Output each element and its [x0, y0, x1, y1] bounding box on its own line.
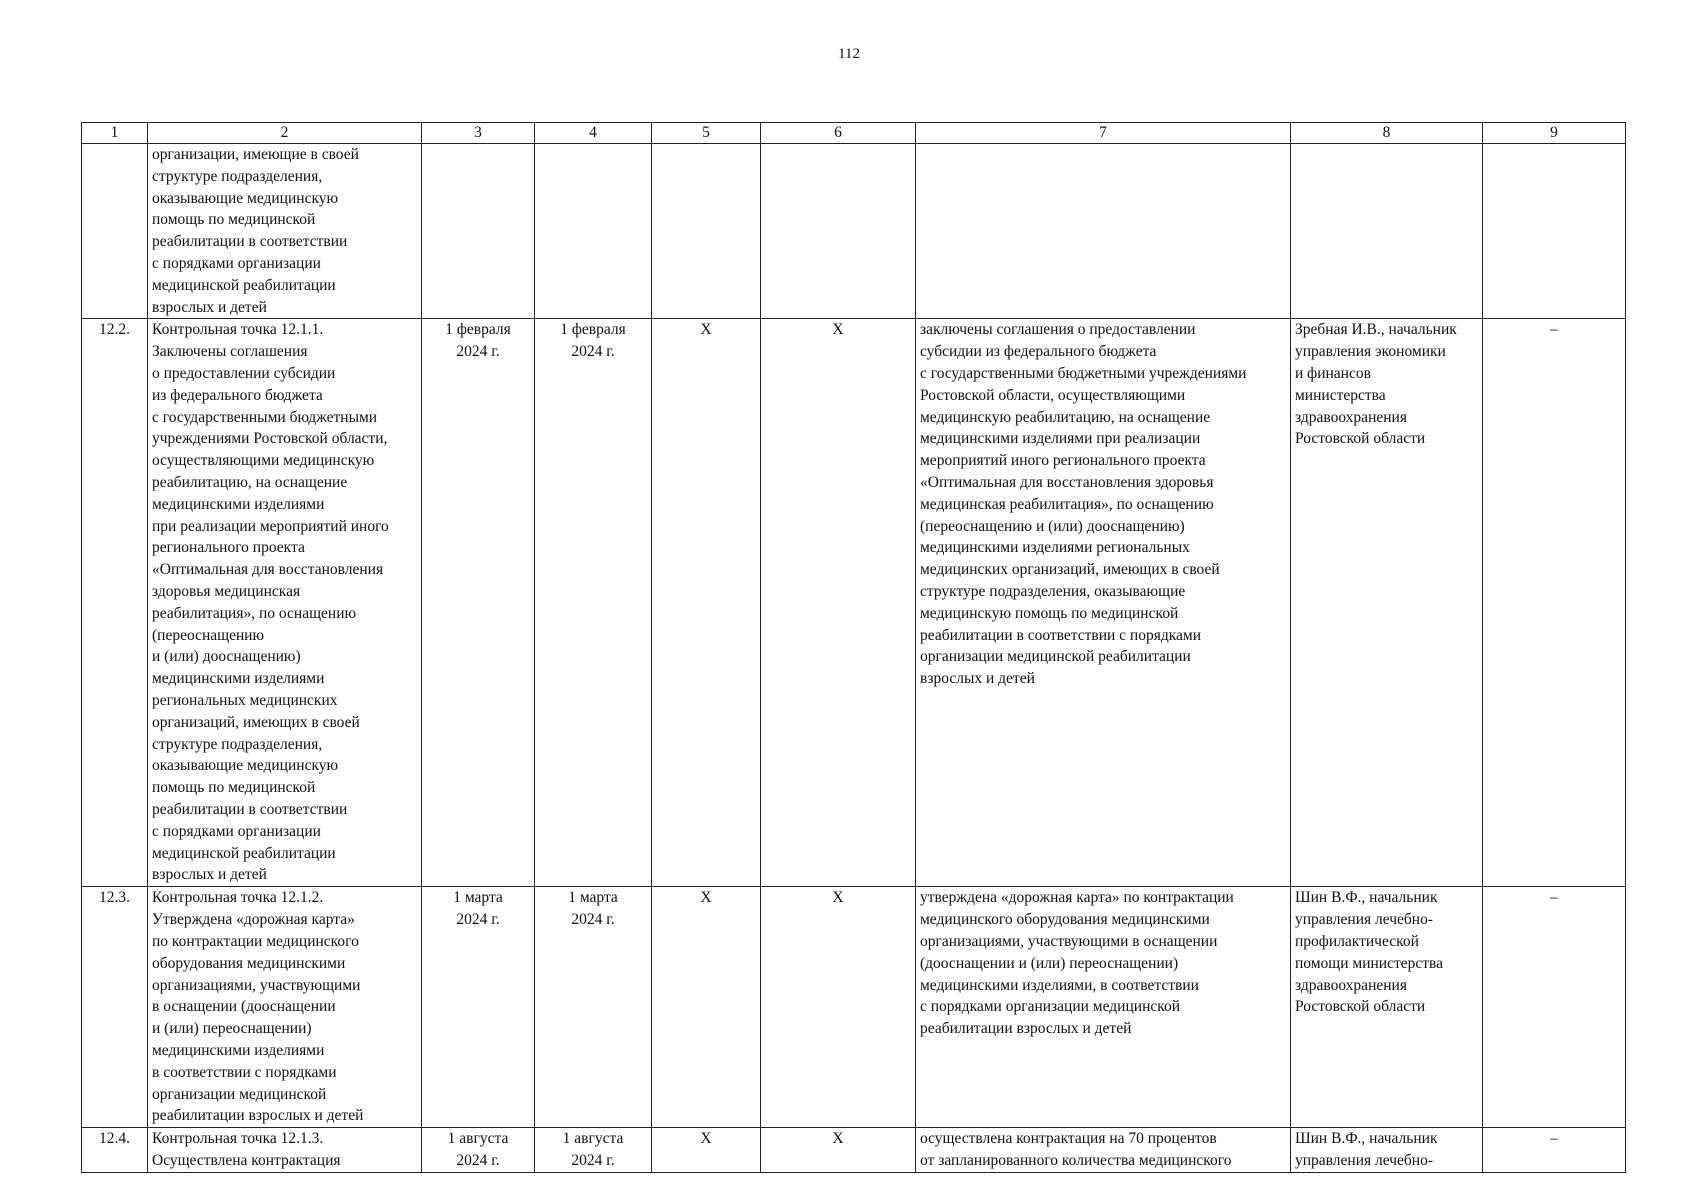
empty-cell [916, 144, 1291, 319]
end-date-cell: 1 августа 2024 г. [535, 1128, 652, 1173]
column-header: 6 [761, 123, 916, 144]
column-9-cell: – [1483, 319, 1626, 887]
column-header: 4 [535, 123, 652, 144]
row-number-cell: 12.3. [82, 887, 148, 1128]
column-6-cell: Х [761, 319, 916, 887]
control-points-table [81, 122, 1626, 1173]
result-cell: утверждена «дорожная карта» по контрактации медицинского оборудования медицинскими организациями, участвующими в оснащении (дооснащении и (или) переоснащении) медицинскими изделиями, в соответствии с порядками организации медицинской реабилитации взрослых и детей [916, 887, 1291, 1128]
page-number: 112 [838, 46, 860, 62]
responsible-cell: Шин В.Ф., начальник управления лечебно- [1291, 1128, 1483, 1173]
column-6-cell: Х [761, 887, 916, 1128]
start-date-cell: 1 марта 2024 г. [422, 887, 535, 1128]
empty-cell [535, 144, 652, 319]
row-number-cell: 12.2. [82, 319, 148, 887]
column-header: 5 [652, 123, 761, 144]
result-cell: заключены соглашения о предоставлении субсидии из федерального бюджета с государственными бюджетными учреждениями Ростовской области, осуществляющими медицинскую реабилитацию, на оснащение медицинскими изделиями при реализации мероприятий иного регионального проекта «Оптимальная для восстановления здоровья медицинская реабилитация», по оснащению (переоснащению и (или) дооснащению) медицинскими изделиями региональных медицинских организаций, имеющих в своей структуре подразделения, оказывающие медицинскую помощь по медицинской реабилитации в соответствии с порядками организации медицинской реабилитации взрослых и детей [916, 319, 1291, 887]
row-title-cell: Контрольная точка 12.1.1. Заключены соглашения о предоставлении субсидии из федерального бюджета с государственными бюджетными учреждениями Ростовской области, осуществляющими медицинскую реабилитацию, на оснащение медицинскими изделиями при реализации мероприятий иного регионального проекта «Оптимальная для восстановления здоровья медицинская реабилитация», по оснащению (переоснащению и (или) дооснащению) медицинскими изделиями региональных медицинских организаций, имеющих в своей структуре подразделения, оказывающие медицинскую помощь по медицинской реабилитации в соответствии с порядками организации медицинской реабилитации взрослых и детей [148, 319, 422, 887]
end-date-cell: 1 февраля 2024 г. [535, 319, 652, 887]
empty-cell [1483, 144, 1626, 319]
row-number-cell: 12.4. [82, 1128, 148, 1173]
empty-cell [652, 144, 761, 319]
row-title-cell: Контрольная точка 12.1.3. Осуществлена контрактация [148, 1128, 422, 1173]
table-row [82, 887, 1626, 1128]
column-header: 7 [916, 123, 1291, 144]
result-cell: осуществлена контрактация на 70 процентов от запланированного количества медицинского [916, 1128, 1291, 1173]
column-5-cell: Х [652, 1128, 761, 1173]
empty-cell [1291, 144, 1483, 319]
column-number-row [82, 123, 1626, 144]
end-date-cell: 1 марта 2024 г. [535, 887, 652, 1128]
start-date-cell: 1 августа 2024 г. [422, 1128, 535, 1173]
column-header: 9 [1483, 123, 1626, 144]
column-header: 2 [148, 123, 422, 144]
empty-cell [761, 144, 916, 319]
column-header: 1 [82, 123, 148, 144]
empty-cell [422, 144, 535, 319]
column-5-cell: Х [652, 887, 761, 1128]
responsible-cell: Зребная И.В., начальник управления экономики и финансов министерства здравоохранения Ростовской области [1291, 319, 1483, 887]
row-number-cell [82, 144, 148, 319]
column-9-cell: – [1483, 1128, 1626, 1173]
table-row [82, 319, 1626, 887]
column-header: 3 [422, 123, 535, 144]
column-9-cell: – [1483, 887, 1626, 1128]
responsible-cell: Шин В.Ф., начальник управления лечебно- профилактической помощи министерства здравоохранения Ростовской области [1291, 887, 1483, 1128]
column-5-cell: Х [652, 319, 761, 887]
table-row-continuation [82, 144, 1626, 319]
start-date-cell: 1 февраля 2024 г. [422, 319, 535, 887]
row-title-cell: Контрольная точка 12.1.2. Утверждена «дорожная карта» по контрактации медицинского оборудования медицинскими организациями, участвующими в оснащении (дооснащении и (или) переоснащении) медицинскими изделиями в соответствии с порядками организации медицинской реабилитации взрослых и детей [148, 887, 422, 1128]
table-row [82, 1128, 1626, 1173]
column-6-cell: Х [761, 1128, 916, 1173]
column-header: 8 [1291, 123, 1483, 144]
row-title-cell: организации, имеющие в своей структуре подразделения, оказывающие медицинскую помощь по медицинской реабилитации в соответствии с порядками организации медицинской реабилитации взрослых и детей [148, 144, 422, 319]
